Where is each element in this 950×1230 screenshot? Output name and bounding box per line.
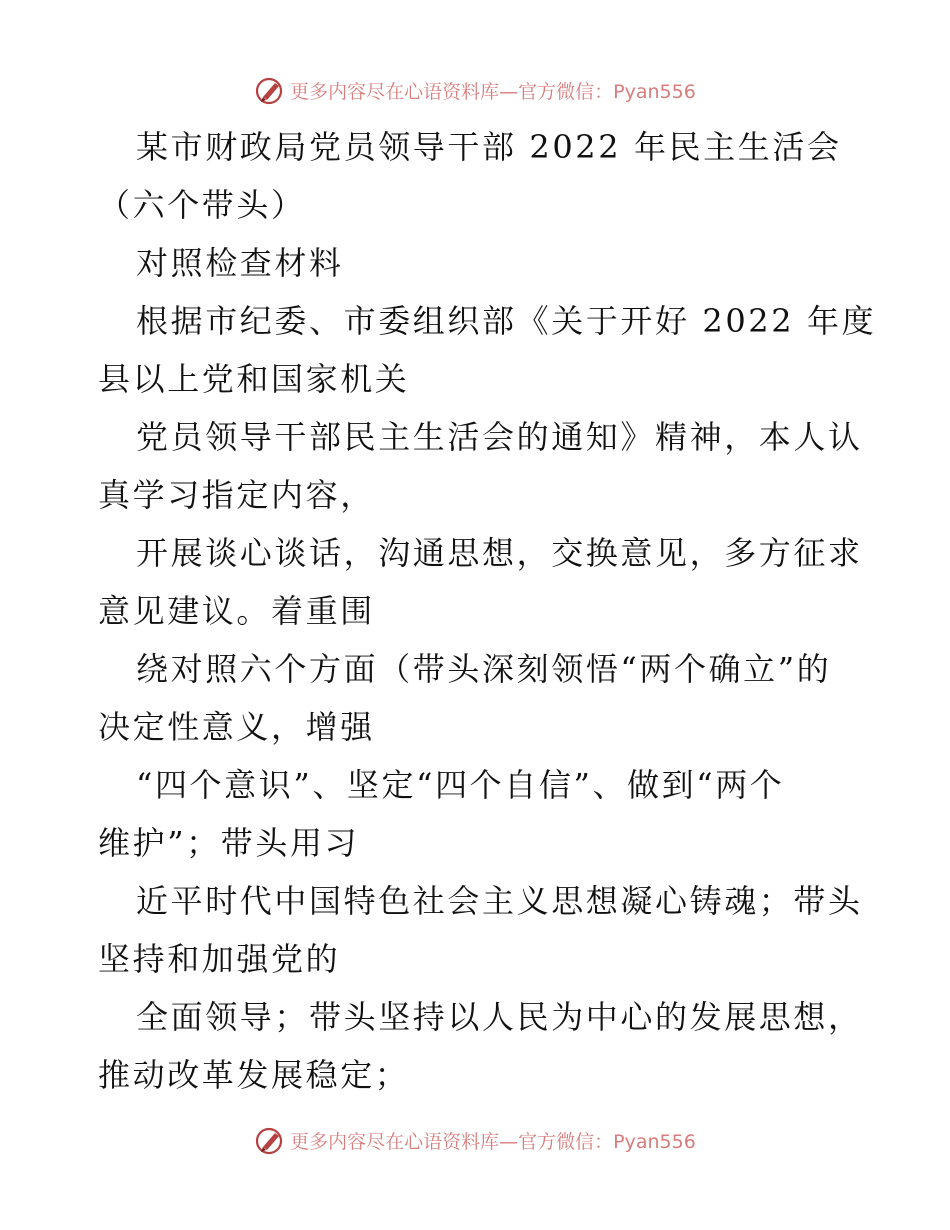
watermark-header — [0, 70, 950, 110]
text-line: 推动改革发展稳定； — [98, 1056, 410, 1094]
text-line: 近平时代中国特色社会主义思想凝心铸魂；带头 — [136, 882, 863, 920]
text-line: 对照检查材料 — [136, 244, 344, 282]
pen-logo-icon — [254, 74, 286, 106]
text-line: 全面领导；带头坚持以人民为中心的发展思想， — [136, 998, 863, 1036]
text-line: 决定性意义，增强 — [98, 708, 375, 746]
text-line: 意见建议。着重围 — [98, 592, 375, 630]
text-line: （六个带头） — [98, 186, 306, 224]
text-line: 某市财政局党员领导干部 2022 年民主生活会 — [136, 128, 842, 166]
text-line: 维护”；带头用习 — [98, 824, 360, 862]
watermark-footer — [0, 1120, 950, 1160]
text-line: 坚持和加强党的 — [98, 940, 341, 978]
text-line: 县以上党和国家机关 — [98, 360, 410, 398]
text-line: 根据市纪委、市委组织部《关于开好 2022 年度 — [136, 302, 877, 340]
watermark-text: 更多内容尽在心语资料库—官方微信：Pyan556 — [290, 80, 696, 103]
pen-logo-icon — [254, 1124, 286, 1156]
document-body — [98, 118, 877, 1104]
watermark-text: 更多内容尽在心语资料库—官方微信：Pyan556 — [290, 1130, 696, 1153]
text-line: 绕对照六个方面（带头深刻领悟“两个确立”的 — [136, 650, 832, 688]
text-line: 开展谈心谈话，沟通思想，交换意见，多方征求 — [136, 534, 863, 572]
text-line: 真学习指定内容， — [98, 476, 375, 514]
text-line: “四个意识”、坚定“四个自信”、做到“两个 — [136, 766, 785, 804]
text-line: 党员领导干部民主生活会的通知》精神，本人认 — [136, 418, 863, 456]
